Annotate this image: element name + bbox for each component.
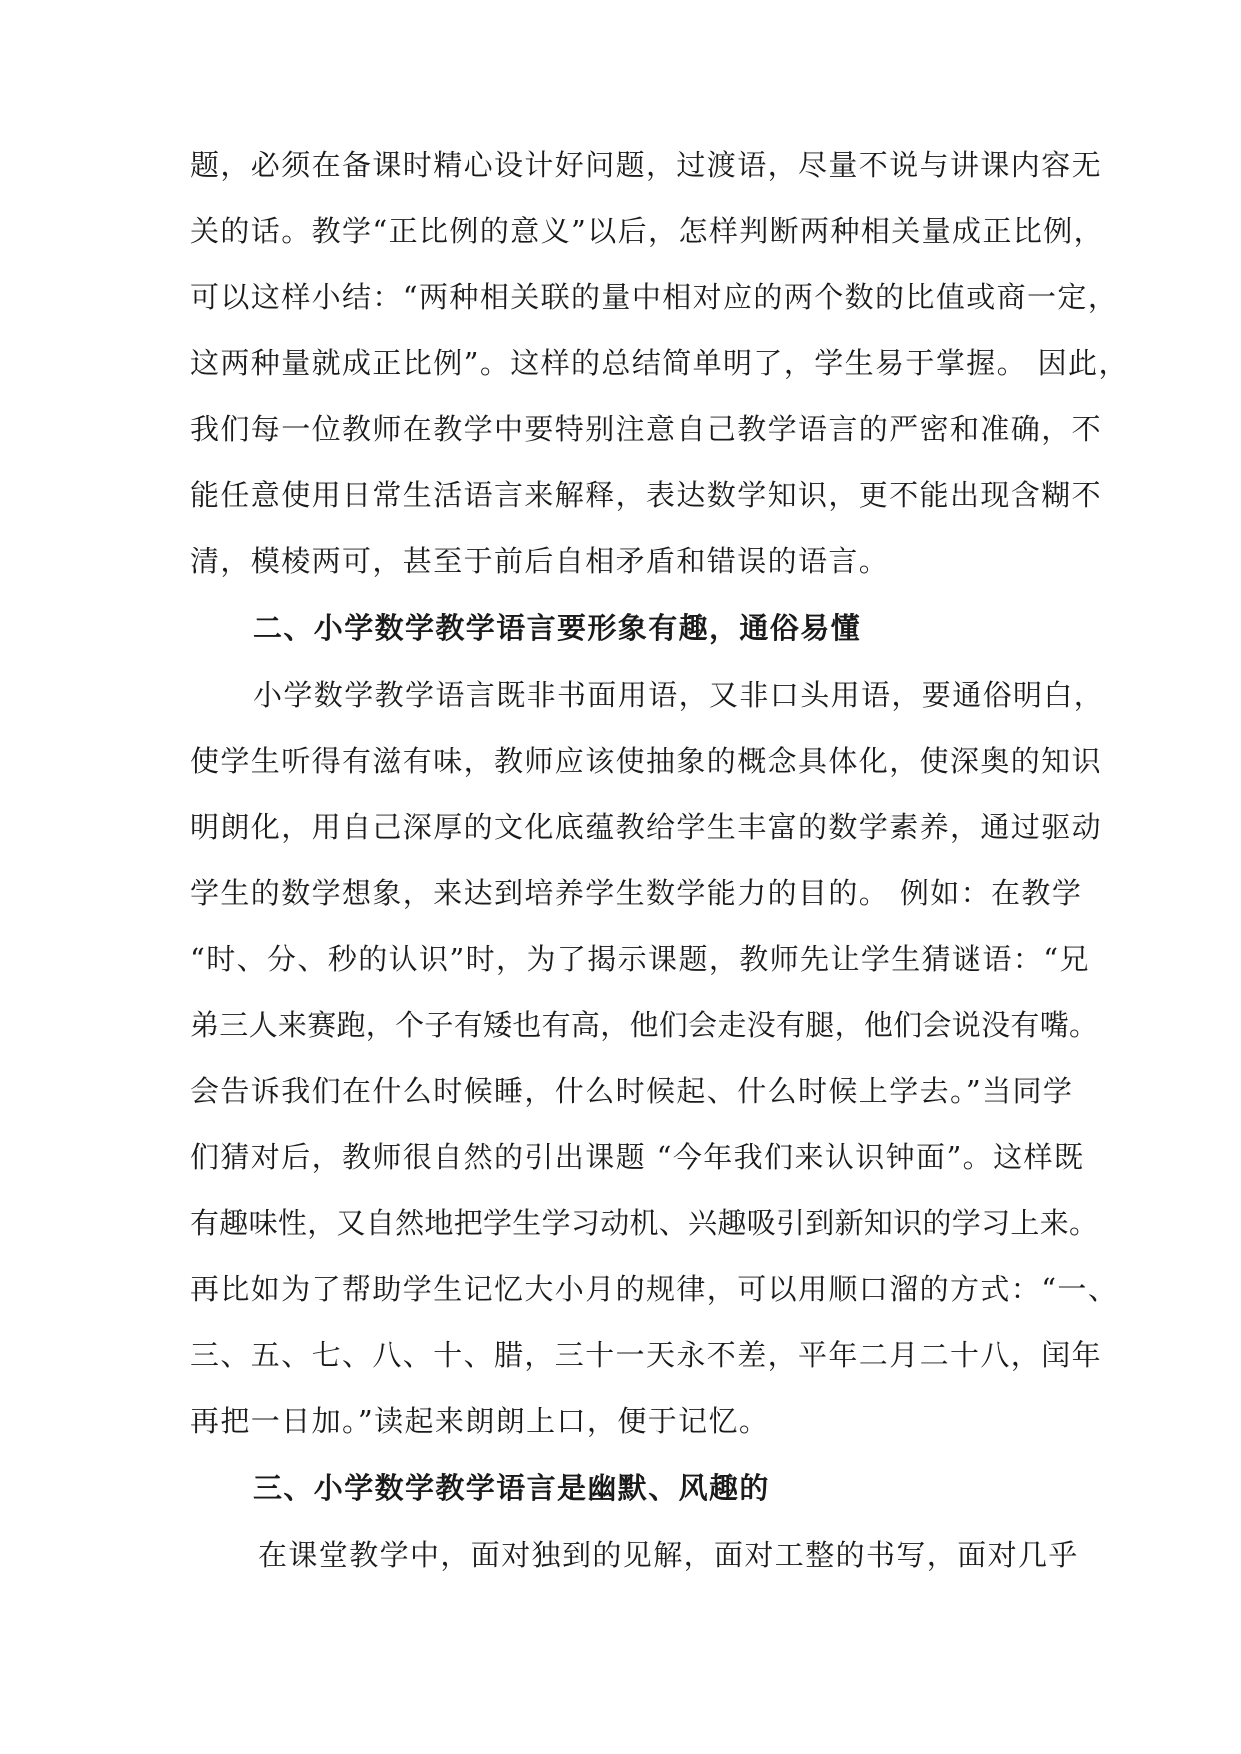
paragraph-line: 再把一日加。”读起来朗朗上口，便于记忆。: [190, 1404, 770, 1438]
paragraph-line: 在课堂教学中，面对独到的见解，面对工整的书写，面对几乎: [258, 1538, 1079, 1572]
paragraph-line: 弟三人来赛跑，个子有矮也有高，他们会走没有腿，他们会说没有嘴。: [190, 1008, 1099, 1042]
paragraph-line: 能任意使用日常生活语言来解释，表达数学知识，更不能出现含糊不: [190, 478, 1103, 512]
paragraph-line: 可以这样小结：“两种相关联的量中相对应的两个数的比值或商一定，: [190, 280, 1119, 314]
paragraph-line: 关的话。教学“正比例的意义”以后，怎样判断两种相关量成正比例，: [190, 214, 1105, 248]
section-heading: 三、小学数学教学语言是幽默、风趣的: [253, 1471, 770, 1505]
paragraph-line: 小学数学教学语言既非书面用语，又非口头用语，要通俗明白，: [253, 678, 1105, 712]
paragraph-line: 明朗化，用自己深厚的文化底蕴教给学生丰富的数学素养，通过驱动: [190, 810, 1103, 844]
paragraph-line: 这两种量就成正比例”。这样的总结简单明了，学生易于掌握。 因此，: [190, 346, 1129, 380]
paragraph-line: 清，模棱两可，甚至于前后自相矛盾和错误的语言。: [190, 544, 890, 578]
paragraph-line: 再比如为了帮助学生记忆大小月的规律，可以用顺口溜的方式：“一、: [190, 1272, 1119, 1306]
paragraph-line: 使学生听得有滋有味，教师应该使抽象的概念具体化，使深奥的知识: [190, 744, 1103, 778]
paragraph-line: 有趣味性，又自然地把学生学习动机、兴趣吸引到新知识的学习上来。: [190, 1206, 1099, 1240]
paragraph-line: 题，必须在备课时精心设计好问题，过渡语，尽量不说与讲课内容无: [190, 148, 1103, 182]
paragraph-line: 我们每一位教师在教学中要特别注意自己教学语言的严密和准确，不: [190, 412, 1103, 446]
paragraph-line: 学生的数学想象，来达到培养学生数学能力的目的。 例如：在教学: [190, 876, 1083, 910]
paragraph-line: 会告诉我们在什么时候睡，什么时候起、什么时候上学去。”当同学: [190, 1074, 1074, 1108]
paragraph-line: 们猜对后，教师很自然的引出课题 “今年我们来认识钟面”。这样既: [190, 1140, 1085, 1174]
section-heading: 二、小学数学教学语言要形象有趣，通俗易懂: [253, 611, 862, 645]
paragraph-line: 三、五、七、八、十、腊，三十一天永不差，平年二月二十八，闰年: [190, 1338, 1103, 1372]
paragraph-line: “时、分、秒的认识”时，为了揭示课题，教师先让学生猜谜语：“兄: [190, 942, 1090, 976]
